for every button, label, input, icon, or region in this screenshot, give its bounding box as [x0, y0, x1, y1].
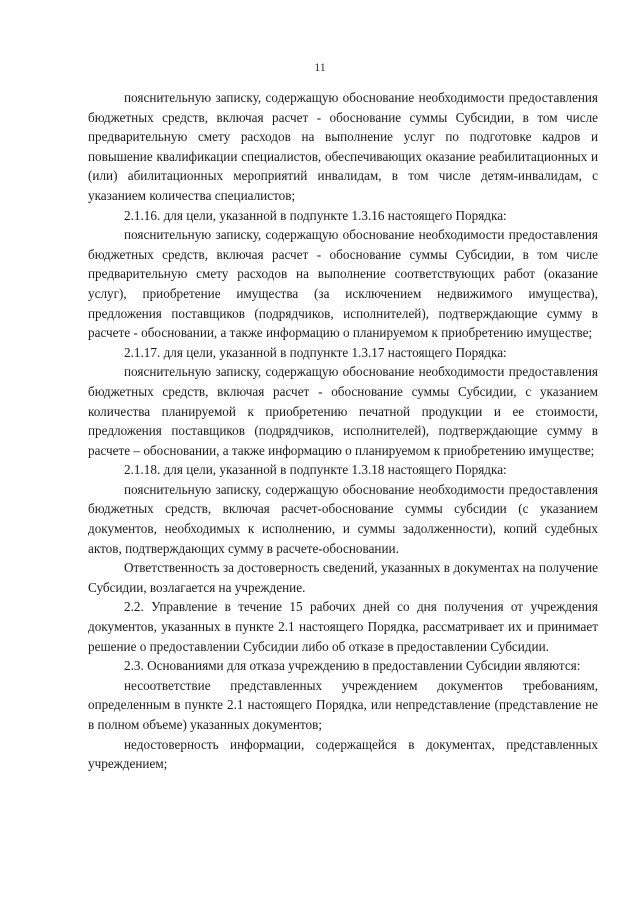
paragraph-explanatory-note-debt: пояснительную записку, содержащую обоснование необходимости предоставления бюджетных средств, включая расчет-обоснование суммы субсидии (с указанием документов, необходимых к исполнению, и суммы задолженности), копий судебных актов, подтверждающих сумму в расчете-обосновании.	[88, 481, 598, 556]
paragraph-refusal-reason-1: несоответствие представленных учреждением документов требованиям, определенным в пункте 2.1 настоящего Порядка, или непредставление (представление не в полном объеме) указанных документов;	[88, 677, 598, 732]
clause-2-1-17: 2.1.17. для цели, указанной в подпункте 1.3.17 настоящего Порядка:	[124, 344, 507, 360]
clause-2-1-16: 2.1.16. для цели, указанной в подпункте 1.3.16 настоящего Порядка:	[124, 207, 507, 223]
clause-2-3: 2.3. Основаниями для отказа учреждению в предоставлении Субсидии являются:	[124, 658, 581, 674]
paragraph-explanatory-note-staff: пояснительную записку, содержащую обоснование необходимости предоставления бюджетных средств, включая расчет - обоснование суммы Субсидии, в том числе предварительную смету расходов на выполнение услуг по подготовке кадров и повышение квалификации специалистов, обеспечивающих оказание реабилитационных и (или) абилитационных мероприятий инвалидам, в том числе детям-инвалидам, с указанием количества специалистов;	[88, 90, 598, 203]
page-number: 11	[314, 60, 326, 74]
clause-2-2: 2.2. Управление в течение 15 рабочих дней со дня получения от учреждения документов, указанных в пункте 2.1 настоящего Порядка, рассматривает их и принимает решение о предоставлении Субсидии либо об отказе в предоставлении Субсидии.	[88, 599, 598, 654]
paragraph-explanatory-note-property: пояснительную записку, содержащую обоснование необходимости предоставления бюджетных средств, включая расчет - обоснование суммы Субсидии, в том числе предварительную смету расходов на выполнение соответствующих работ (оказание услуг), приобретение имущества (за исключением недвижимого имущества), предложения поставщиков (подрядчиков, исполнителей), подтверждающие сумму в расчете - обосновании, а также информацию о планируемом к приобретению имуществе;	[88, 227, 598, 341]
document-body	[88, 88, 598, 774]
paragraph-refusal-reason-2: недостоверность информации, содержащейся в документах, представленных учреждением;	[88, 736, 598, 772]
paragraph-explanatory-note-print: пояснительную записку, содержащую обоснование необходимости предоставления бюджетных средств, включая расчет - обоснование суммы Субсидии, с указанием количества планируемой к приобретению печатной продукции и ее стоимости, предложения поставщиков (подрядчиков, исполнителей), подтверждающие сумму в расчете – обосновании, а также информацию о планируемом к приобретению имуществе;	[88, 364, 598, 458]
paragraph-responsibility: Ответственность за достоверность сведений, указанных в документах на получение Субсидии, возлагается на учреждение.	[88, 560, 598, 595]
clause-2-1-18: 2.1.18. для цели, указанной в подпункте 1.3.18 настоящего Порядка:	[124, 462, 507, 478]
